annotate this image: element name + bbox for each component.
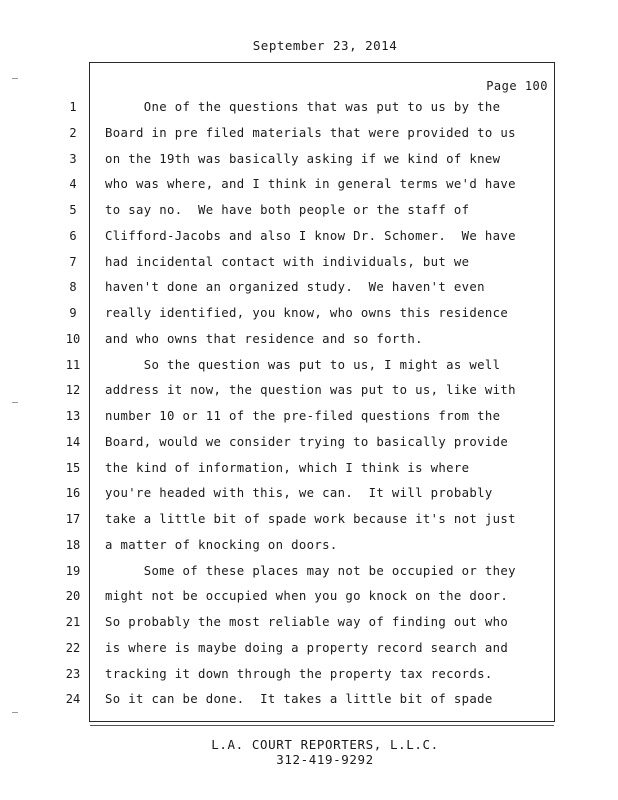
line-text: you're headed with this, we can. It will probably — [105, 486, 493, 501]
line-text: on the 19th was basically asking if we kind of knew — [105, 151, 501, 166]
line-number: 12 — [65, 383, 81, 398]
line-number: 17 — [65, 512, 81, 526]
line-text: So it can be done. It takes a little bit of spade — [105, 692, 493, 707]
line-number: 19 — [65, 563, 81, 578]
line-number: 20 — [65, 589, 81, 604]
line-number: 14 — [65, 434, 81, 449]
line-text: to say no. We have both people or the staff of — [105, 203, 470, 217]
line-number: 23 — [65, 666, 81, 681]
line-number: 6 — [69, 228, 77, 243]
tick-mark — [12, 402, 18, 403]
line-text: Board, would we consider trying to basically provide — [105, 434, 509, 449]
line-number: 13 — [65, 409, 81, 423]
line-text: So probably the most reliable way of finding out who — [105, 615, 509, 629]
line-number: 11 — [65, 357, 81, 372]
line-text: Board in pre filed materials that were provided to us — [105, 125, 516, 140]
line-number: 21 — [65, 615, 81, 629]
line-text: had incidental contact with individuals, but we — [105, 254, 470, 269]
line-number: 22 — [65, 640, 81, 655]
line-text: who was where, and I think in general terms we'd have — [105, 177, 516, 192]
line-text: might not be occupied when you go knock on the door. — [105, 589, 509, 604]
line-text: One of the questions that was put to us by the — [105, 100, 501, 114]
line-number: 15 — [65, 460, 81, 475]
line-text: the kind of information, which I think is where — [105, 460, 470, 475]
line-text: number 10 or 11 of the pre-filed questions from the — [105, 409, 501, 423]
line-number: 8 — [69, 280, 77, 295]
line-number: 10 — [65, 331, 81, 346]
line-text: really identified, you know, who owns this residence — [105, 306, 509, 320]
line-text: is where is maybe doing a property record search and — [105, 640, 509, 655]
line-text: So the question was put to us, I might as well — [105, 357, 501, 372]
line-text: address it now, the question was put to us, like with — [105, 383, 516, 398]
line-text: take a little bit of spade work because it's not just — [105, 512, 516, 526]
line-number: 5 — [69, 203, 77, 217]
line-number: 3 — [69, 151, 77, 166]
line-number: 9 — [69, 306, 77, 320]
footer-phone: 312-419-9292 — [276, 752, 374, 767]
line-text: haven't done an organized study. We haven't even — [105, 280, 485, 295]
line-number: 2 — [69, 125, 77, 140]
footer-company: L.A. COURT REPORTERS, L.L.C. — [211, 737, 439, 752]
line-text: and who owns that residence and so forth. — [105, 331, 423, 346]
line-number: 1 — [69, 100, 77, 114]
line-number: 24 — [65, 692, 81, 707]
line-text: a matter of knocking on doors. — [105, 537, 338, 552]
line-text: tracking it down through the property tax records. — [105, 666, 493, 681]
line-number: 18 — [65, 537, 81, 552]
line-number: 4 — [69, 177, 77, 192]
page-number: Page 100 — [486, 79, 548, 93]
transcript-date: September 23, 2014 — [252, 38, 398, 53]
line-number: 16 — [65, 486, 81, 501]
line-number: 7 — [69, 254, 77, 269]
line-text: Clifford-Jacobs and also I know Dr. Schomer. We have — [105, 228, 516, 243]
line-text: Some of these places may not be occupied or they — [105, 563, 516, 578]
tick-mark — [12, 712, 18, 713]
tick-mark — [12, 78, 18, 79]
